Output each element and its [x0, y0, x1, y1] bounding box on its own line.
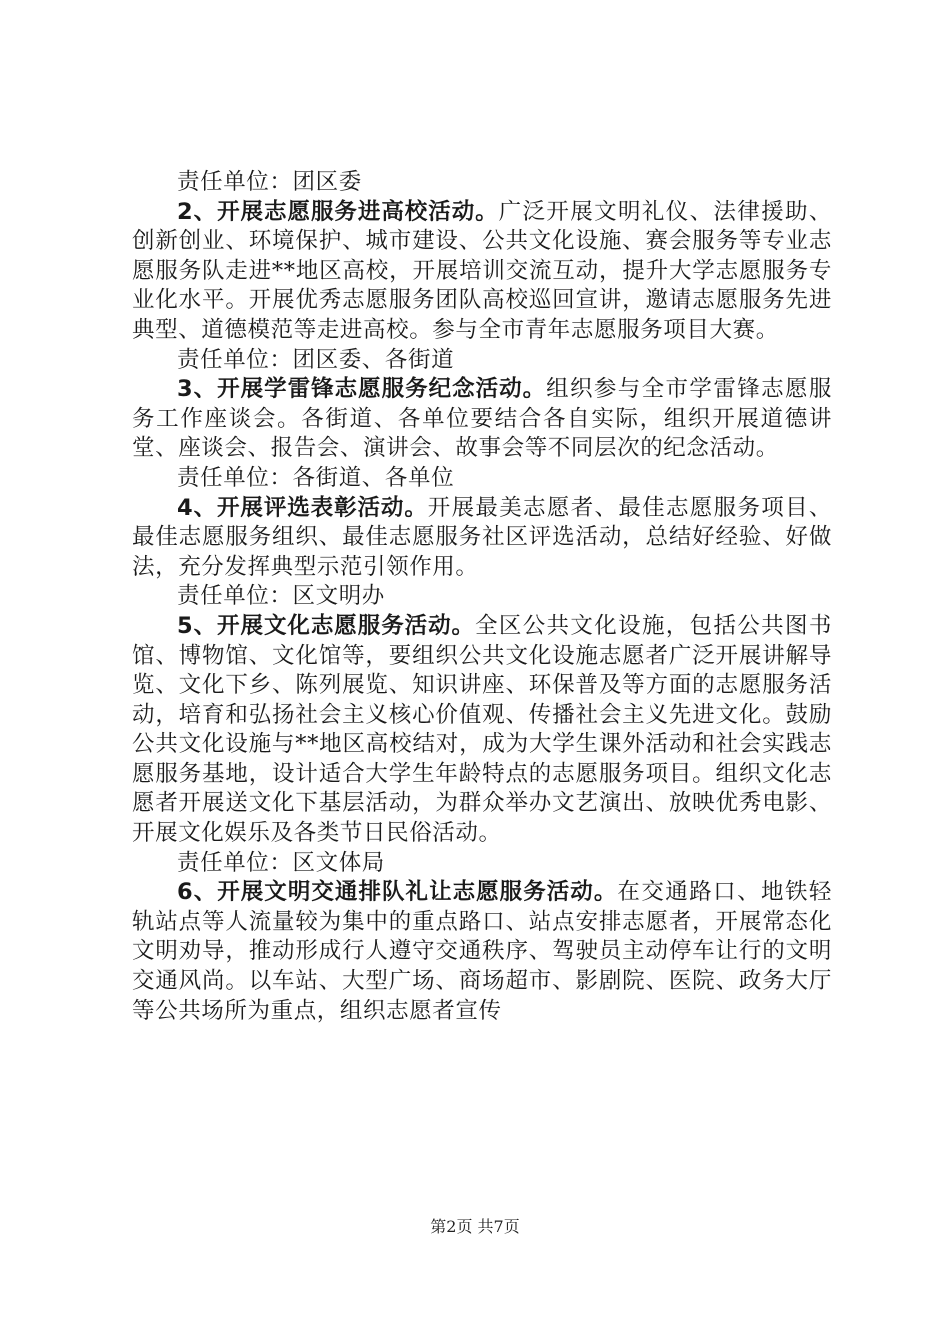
paragraph-2-heading: 2、开展志愿服务进高校活动。 [177, 198, 499, 225]
responsible-unit-3: 责任单位：各街道、各单位 [177, 464, 455, 491]
responsible-unit-4: 责任单位：区文明办 [177, 583, 385, 610]
paragraph-4-heading: 4、开展评选表彰活动。 [177, 494, 428, 521]
paragraph-3-body: 组织参与全市学雷锋志愿服务工作座谈会。各街道、各单位要结合各自实际，组织开展道德讲堂、座谈会、报告会、演讲会、故事会等不同层次的纪念活动。 [132, 376, 832, 462]
paragraph-6-body: 在交通路口、地铁轻轨站点等人流量较为集中的重点路口、站点安排志愿者，开展常态化文明劝导，推动形成行人遵守交通秩序、驾驶员主动停车让行的文明交通风尚。以车站、大型广场、商场超市、影剧院、医院、政务大厅等公共场所为重点，组织志愿者宣传 [132, 879, 832, 1024]
responsible-unit-2: 责任单位：团区委、各街道 [177, 346, 455, 373]
paragraph-6-heading: 6、开展文明交通排队礼让志愿服务活动。 [177, 879, 618, 906]
paragraph-4 [132, 494, 832, 583]
responsible-unit-1: 责任单位：团区委 [177, 169, 362, 195]
paragraph-3 [132, 375, 832, 464]
paragraph-5 [132, 612, 832, 849]
responsible-unit-5: 责任单位：区文体局 [177, 849, 385, 876]
paragraph-5-heading: 5、开展文化志愿服务活动。 [177, 612, 475, 639]
paragraph-3-heading: 3、开展学雷锋志愿服务纪念活动。 [177, 376, 547, 403]
paragraph-5-body: 全区公共文化设施，包括公共图书馆、博物馆、文化馆等，要组织公共文化设施志愿者广泛开展讲解导览、文化下乡、陈列展览、知识讲座、环保普及等方面的志愿服务活动，培育和弘扬社会主义核心价值观、传播社会主义先进文化。鼓励公共文化设施与**地区高校结对，成为大学生课外活动和社会实践志愿服务基地，设计适合大学生年龄特点的志愿服务项目。组织文化志愿者开展送文化下基层活动，为群众举办文艺演出、放映优秀电影、开展文化娱乐及各类节日民俗活动。 [132, 612, 832, 847]
paragraph-4-body: 开展最美志愿者、最佳志愿服务项目、最佳志愿服务组织、最佳志愿服务社区评选活动，总结好经验、好做法，充分发挥典型示范引领作用。 [132, 494, 833, 580]
document-body [132, 168, 832, 1026]
paragraph-2 [132, 198, 832, 346]
paragraph-6 [132, 878, 832, 1026]
paragraph-2-body: 广泛开展文明礼仪、法律援助、创新创业、环境保护、城市建设、公共文化设施、赛会服务等专业志愿服务队走进**地区高校，开展培训交流互动，提升大学志愿服务专业化水平。开展优秀志愿服务团队高校巡回宣讲，邀请志愿服务先进典型、道德模范等走进高校。参与全市青年志愿服务项目大赛。 [132, 198, 832, 343]
page-footer: 第2页 共7页 [430, 1217, 520, 1236]
